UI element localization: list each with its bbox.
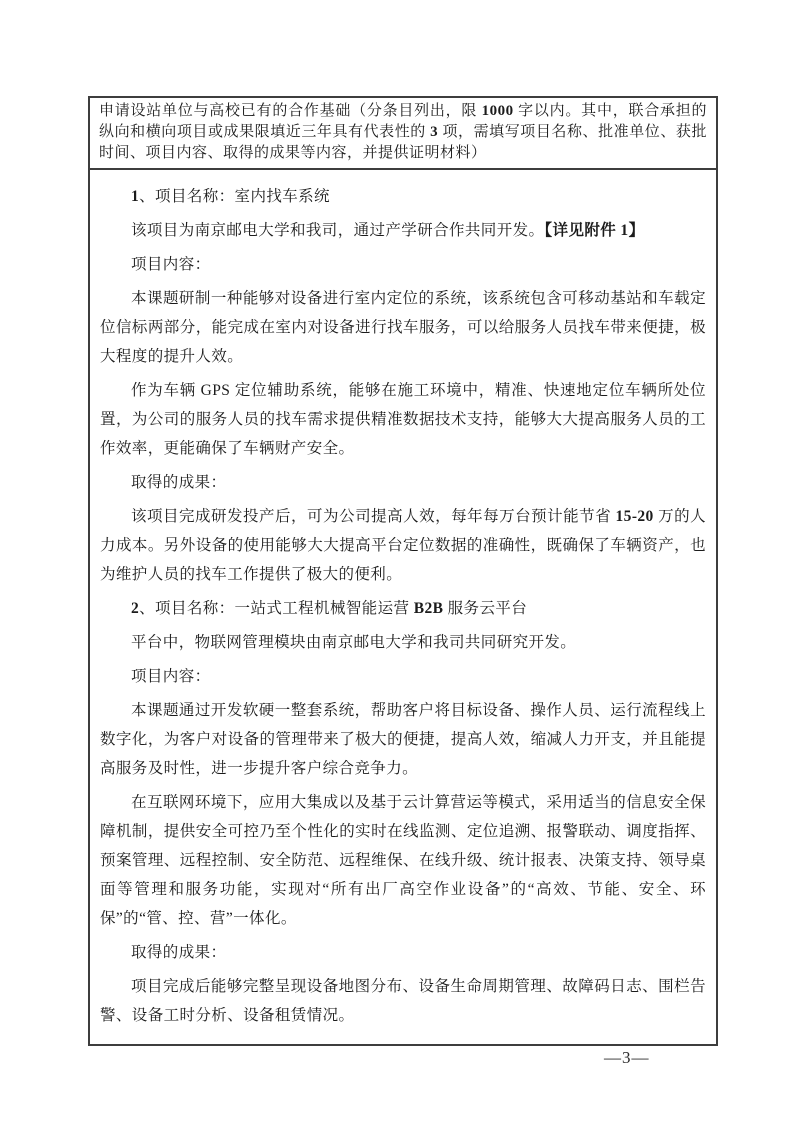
cooperation-basis-table	[88, 96, 718, 1046]
header-cell-text	[99, 103, 707, 161]
paragraph	[100, 376, 706, 463]
text-run: 取得的成果：	[131, 474, 227, 491]
text-run: 、项目名称：室内找车系统	[139, 188, 330, 205]
paragraph	[100, 972, 706, 1030]
paragraph	[100, 938, 706, 967]
paragraph	[100, 788, 706, 933]
header-cell	[90, 98, 716, 170]
paragraph	[100, 468, 706, 497]
text-run: 服务云平台	[443, 600, 528, 617]
text-run: 该项目完成研发投产后，可为公司提高人效，每年每万台预计能节省	[131, 508, 616, 525]
text-run: 1	[131, 188, 140, 205]
text-run: 字以内。其中，联合承担的纵向和横向项目或成果限填近三年具有代表性的	[99, 103, 707, 140]
text-run: 本课题通过开发软硬一整套系统，帮助客户将目标设备、操作人员、运行流程线上数字化，为客户对设备的管理带来了极大的便捷，提高人效，缩减人力开支，并且能提高服务及时性，进一步提升客户综合竞争力。	[100, 702, 706, 777]
body-cell	[90, 170, 716, 1044]
text-run: 1000	[481, 103, 514, 119]
page-number: —3—	[604, 1048, 650, 1067]
text-run: 2	[131, 600, 140, 617]
text-run: 平台中，物联网管理模块由南京邮电大学和我司共同研究开发。	[131, 634, 577, 651]
text-run: 3	[430, 124, 439, 140]
paragraph	[100, 696, 706, 783]
text-run: 作为车辆 GPS 定位辅助系统，能够在施工环境中，精准、快速地定位车辆所处位置，为公司的服务人员的找车需求提供精准数据技术支持，能够大大提高服务人员的工作效率，更能确保了车辆财产安全。	[100, 382, 706, 457]
paragraph	[100, 284, 706, 371]
text-run: 项目内容：	[131, 256, 211, 273]
text-run: 本课题研制一种能够对设备进行室内定位的系统，该系统包含可移动基站和车载定位信标两部分，能完成在室内对设备进行找车服务，可以给服务人员找车带来便捷，极大程度的提升人效。	[100, 290, 706, 365]
text-run: B2B	[413, 600, 444, 617]
paragraph	[100, 628, 706, 657]
text-run: 项目内容：	[131, 668, 211, 685]
paragraph	[100, 216, 706, 245]
text-run: 在互联网环境下，应用大集成以及基于云计算营运等模式，采用适当的信息安全保障机制，提供安全可控乃至个性化的实时在线监测、定位追溯、报警联动、调度指挥、预案管理、远程控制、安全防范、远程维保、在线升级、统计报表、决策支持、领导桌面等管理和服务功能，实现对“所有出厂高空作业设备”的“高效、节能、安全、环保”的“管、控、营”一体化。	[100, 794, 706, 927]
paragraph	[100, 662, 706, 691]
text-run: 取得的成果：	[131, 944, 227, 961]
text-run: 万的人力成本。另外设备的使用能够大大提高平台定位数据的准确性，既确保了车辆资产，也为维护人员的找车工作提供了极大的便利。	[100, 508, 706, 583]
paragraph	[100, 502, 706, 589]
text-run: 项，需填写项目名称、批准单位、获批时间、项目内容、取得的成果等内容，并提供证明材料）	[99, 124, 707, 161]
paragraph	[100, 182, 706, 211]
text-run: 、项目名称：一站式工程机械智能运营	[139, 600, 414, 617]
text-run: 项目完成后能够完整呈现设备地图分布、设备生命周期管理、故障码日志、围栏告警、设备工时分析、设备租赁情况。	[100, 978, 706, 1024]
paragraph	[100, 594, 706, 623]
text-run: 申请设站单位与高校已有的合作基础（分条目列出，限	[99, 103, 482, 119]
text-run: 该项目为南京邮电大学和我司，通过产学研合作共同开发。	[131, 222, 545, 239]
text-run: 15-20	[615, 508, 654, 525]
text-run: 【详见附件 1】	[544, 222, 645, 239]
paragraph	[100, 250, 706, 279]
